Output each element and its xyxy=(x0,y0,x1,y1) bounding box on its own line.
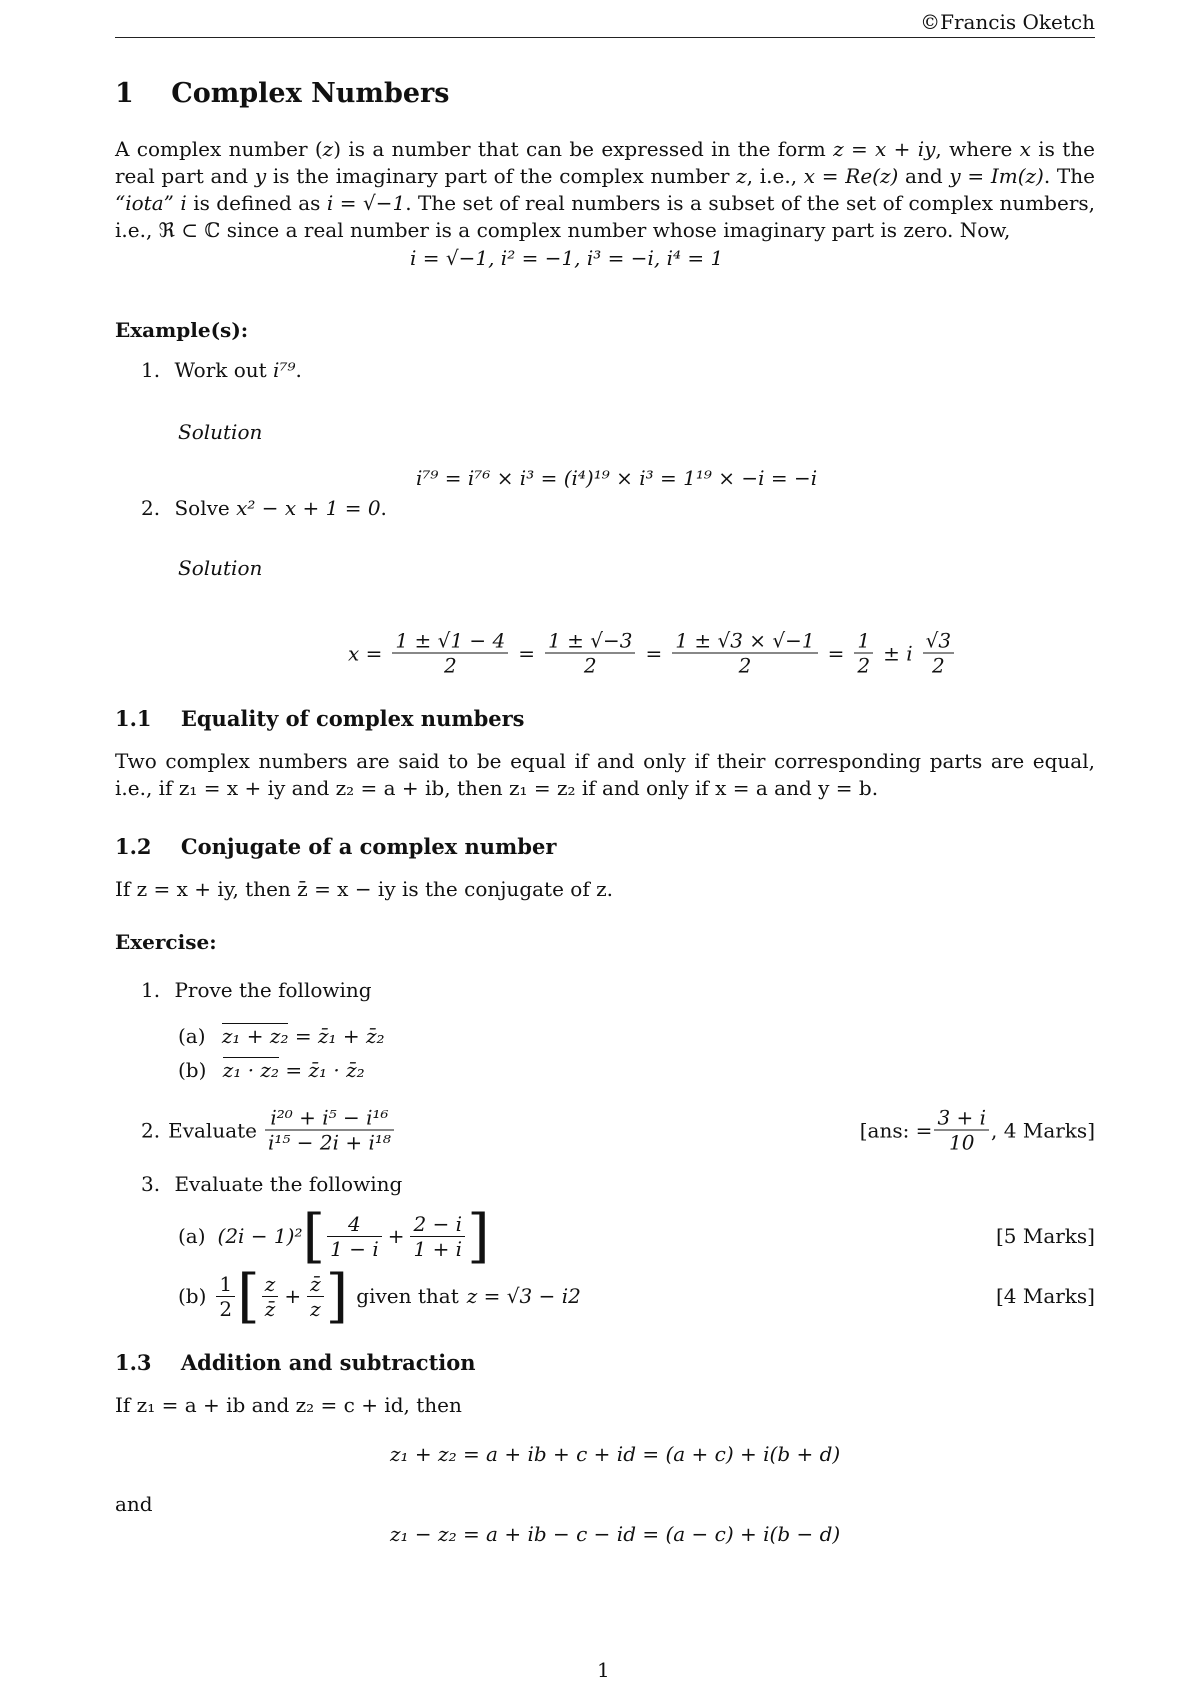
plus: + xyxy=(284,1284,302,1308)
intro-text: , where xyxy=(935,137,1020,161)
subsection-title: Equality of complex numbers xyxy=(180,706,525,731)
fraction xyxy=(216,1272,235,1321)
punctuation: . xyxy=(380,496,387,520)
page-number: 1 xyxy=(597,1658,610,1682)
numerator: z̄ xyxy=(307,1272,324,1297)
denominator: 2 xyxy=(583,653,597,678)
numerator: z xyxy=(262,1272,279,1297)
list-number: 1. xyxy=(141,358,161,382)
section-number: 1 xyxy=(115,78,134,109)
sub-label: (a) xyxy=(178,1024,206,1048)
sub-label: (b) xyxy=(178,1058,207,1082)
example-expression: i⁷⁹ xyxy=(273,358,296,382)
exercise-3a-marks: [5 Marks] xyxy=(995,1224,1095,1248)
exercise-heading: Exercise: xyxy=(115,930,217,954)
intro-text: is the real part and xyxy=(115,137,1096,188)
and-text: and xyxy=(115,1492,153,1516)
exercise-1a xyxy=(178,1024,385,1048)
plus: + xyxy=(387,1224,405,1248)
intro-paragraph xyxy=(115,136,1095,244)
denominator: z̄ xyxy=(264,1296,276,1321)
numerator: √3 xyxy=(923,629,954,654)
fraction xyxy=(262,1272,279,1321)
denominator: 1 − i xyxy=(330,1236,379,1261)
intro-text: ) is a number that can be expressed in the form xyxy=(333,137,834,161)
expression: = z̄₁ · z̄₂ xyxy=(278,1058,365,1082)
intro-text: is the imaginary part of the complex number xyxy=(266,164,737,188)
section-heading xyxy=(115,78,449,109)
equality-paragraph: Two complex numbers are said to be equal if and only if their corresponding parts are equal, i.e., if z₁ = x + iy and z₂ = a + ib, then z₁ = z₂ if and only if x = a and y = b. xyxy=(115,749,1095,800)
solution-label: Solution xyxy=(178,556,263,580)
expression: (2i − 1)² xyxy=(217,1224,303,1248)
sub-label: (a) xyxy=(178,1224,206,1248)
fraction xyxy=(392,629,508,678)
intro-text: and xyxy=(898,164,950,188)
condition-expression: z = √3 − i2 xyxy=(466,1284,581,1308)
math-i-def: i = √−1 xyxy=(326,191,406,215)
numerator: 2 − i xyxy=(410,1212,465,1237)
exercise-3 xyxy=(141,1172,402,1196)
answer-prefix: [ans: = xyxy=(859,1118,933,1142)
intro-text: . The xyxy=(1043,164,1095,188)
math-im: y = Im(z) xyxy=(949,164,1044,188)
fraction xyxy=(934,1106,989,1155)
example-2-solution-equation xyxy=(348,629,956,678)
example-text: Solve xyxy=(174,496,237,520)
numerator: 1 xyxy=(854,629,873,654)
intro-text: A complex number ( xyxy=(115,137,323,161)
given-text: given that xyxy=(356,1284,459,1308)
numerator: 4 xyxy=(327,1212,382,1237)
subsection-number: 1.2 xyxy=(115,834,152,859)
example-2 xyxy=(141,496,387,520)
exercise-1 xyxy=(141,978,372,1002)
exercise-2-answer xyxy=(860,1106,1095,1155)
equals: = xyxy=(518,641,536,665)
intro-text: is defined as xyxy=(186,191,327,215)
example-1 xyxy=(141,358,302,382)
equals: = xyxy=(645,641,663,665)
exercise-text: Evaluate the following xyxy=(174,1172,403,1196)
numerator: 1 ± √1 − 4 xyxy=(392,629,508,654)
intro-text: . The set of real numbers is a subset of the set of complex numbers, i.e., ℜ ⊂ ℂ since a real number is a complex number whose imaginary part is zero. Now, xyxy=(115,191,1095,242)
numerator: 3 + i xyxy=(934,1106,989,1131)
denominator: 2 xyxy=(857,653,871,678)
math-z: z xyxy=(736,164,747,188)
intro-text: , i.e., xyxy=(746,164,804,188)
sub-label: (b) xyxy=(178,1284,207,1308)
math-y: y xyxy=(254,164,267,188)
solution-label: Solution xyxy=(178,420,263,444)
fraction xyxy=(410,1212,465,1261)
addition-intro: If z₁ = a + ib and z₂ = c + id, then xyxy=(115,1393,462,1417)
exercise-3a xyxy=(178,1202,490,1270)
example-expression: x² − x + 1 = 0 xyxy=(236,496,381,520)
denominator: 2 xyxy=(738,653,752,678)
exercise-text: Prove the following xyxy=(174,978,372,1002)
denominator: 1 + i xyxy=(413,1236,463,1261)
iota-term: “iota” xyxy=(115,191,174,215)
denominator: i¹⁵ − 2i + i¹⁸ xyxy=(268,1130,391,1155)
subsection-heading xyxy=(115,706,525,731)
subtraction-equation: z₁ − z₂ = a + ib − c − id = (a − c) + i(b − d) xyxy=(390,1522,841,1546)
page-header-author: ©Francis Oketch xyxy=(920,10,1095,34)
numerator: i²⁰ + i⁵ − i¹⁶ xyxy=(265,1106,394,1131)
subsection-heading xyxy=(115,834,556,859)
overlined-expression: z₁ · z₂ xyxy=(222,1058,279,1082)
fraction xyxy=(672,629,817,678)
denominator: 2 xyxy=(219,1296,233,1321)
denominator: z xyxy=(310,1296,321,1321)
math-re: x = Re(z) xyxy=(803,164,899,188)
numerator: 1 ± √3 × √−1 xyxy=(672,629,817,654)
subsection-heading xyxy=(115,1350,476,1375)
left-bracket: [ xyxy=(302,1202,326,1270)
fraction xyxy=(265,1106,394,1155)
math-z: z xyxy=(322,137,334,161)
list-number: 3. xyxy=(141,1172,161,1196)
denominator: 10 xyxy=(949,1130,975,1155)
fraction xyxy=(327,1212,382,1261)
exercise-2 xyxy=(141,1106,396,1155)
math-form: z = x + iy xyxy=(833,137,936,161)
math-x: x xyxy=(1019,137,1031,161)
header-rule xyxy=(115,37,1095,38)
left-bracket: [ xyxy=(237,1262,260,1330)
list-number: 2. xyxy=(141,1118,161,1142)
right-bracket: ] xyxy=(467,1202,490,1270)
example-1-solution-equation: i⁷⁹ = i⁷⁶ × i³ = (i⁴)¹⁹ × i³ = 1¹⁹ × −i = −i xyxy=(416,466,818,490)
denominator: 2 xyxy=(443,653,457,678)
example-text: Work out xyxy=(174,358,274,382)
eq-lhs: x = xyxy=(348,641,383,665)
fraction xyxy=(854,629,873,678)
numerator: 1 xyxy=(216,1272,235,1297)
right-bracket: ] xyxy=(325,1262,349,1330)
conjugate-paragraph: If z = x + iy, then z̄ = x − iy is the conjugate of z. xyxy=(115,877,613,901)
subsection-number: 1.3 xyxy=(115,1350,152,1375)
subsection-number: 1.1 xyxy=(115,706,152,731)
subsection-title: Addition and subtraction xyxy=(180,1350,476,1375)
section-title: Complex Numbers xyxy=(171,78,450,109)
denominator: 2 xyxy=(932,653,945,678)
equals: = xyxy=(827,641,845,665)
exercise-3b xyxy=(178,1262,581,1330)
fraction xyxy=(923,629,954,678)
fraction xyxy=(545,629,635,678)
exercise-3b-marks: [4 Marks] xyxy=(995,1284,1095,1308)
plus-minus-i: ± i xyxy=(883,641,913,665)
expression: = z̄₁ + z̄₂ xyxy=(288,1024,385,1048)
fraction xyxy=(307,1272,324,1321)
exercise-1b xyxy=(178,1058,365,1082)
list-number: 1. xyxy=(141,978,161,1002)
math-i: i xyxy=(180,191,187,215)
list-number: 2. xyxy=(141,496,161,520)
exercise-text: Evaluate xyxy=(168,1118,257,1142)
answer-marks: , 4 Marks] xyxy=(991,1118,1095,1142)
punctuation: . xyxy=(295,358,302,382)
addition-equation: z₁ + z₂ = a + ib + c + id = (a + c) + i(b + d) xyxy=(390,1442,841,1466)
numerator: 1 ± √−3 xyxy=(545,629,635,654)
examples-heading: Example(s): xyxy=(115,318,249,342)
overlined-expression: z₁ + z₂ xyxy=(221,1024,289,1048)
powers-of-i-equation: i = √−1, i² = −1, i³ = −i, i⁴ = 1 xyxy=(410,246,724,270)
subsection-title: Conjugate of a complex number xyxy=(180,834,557,859)
